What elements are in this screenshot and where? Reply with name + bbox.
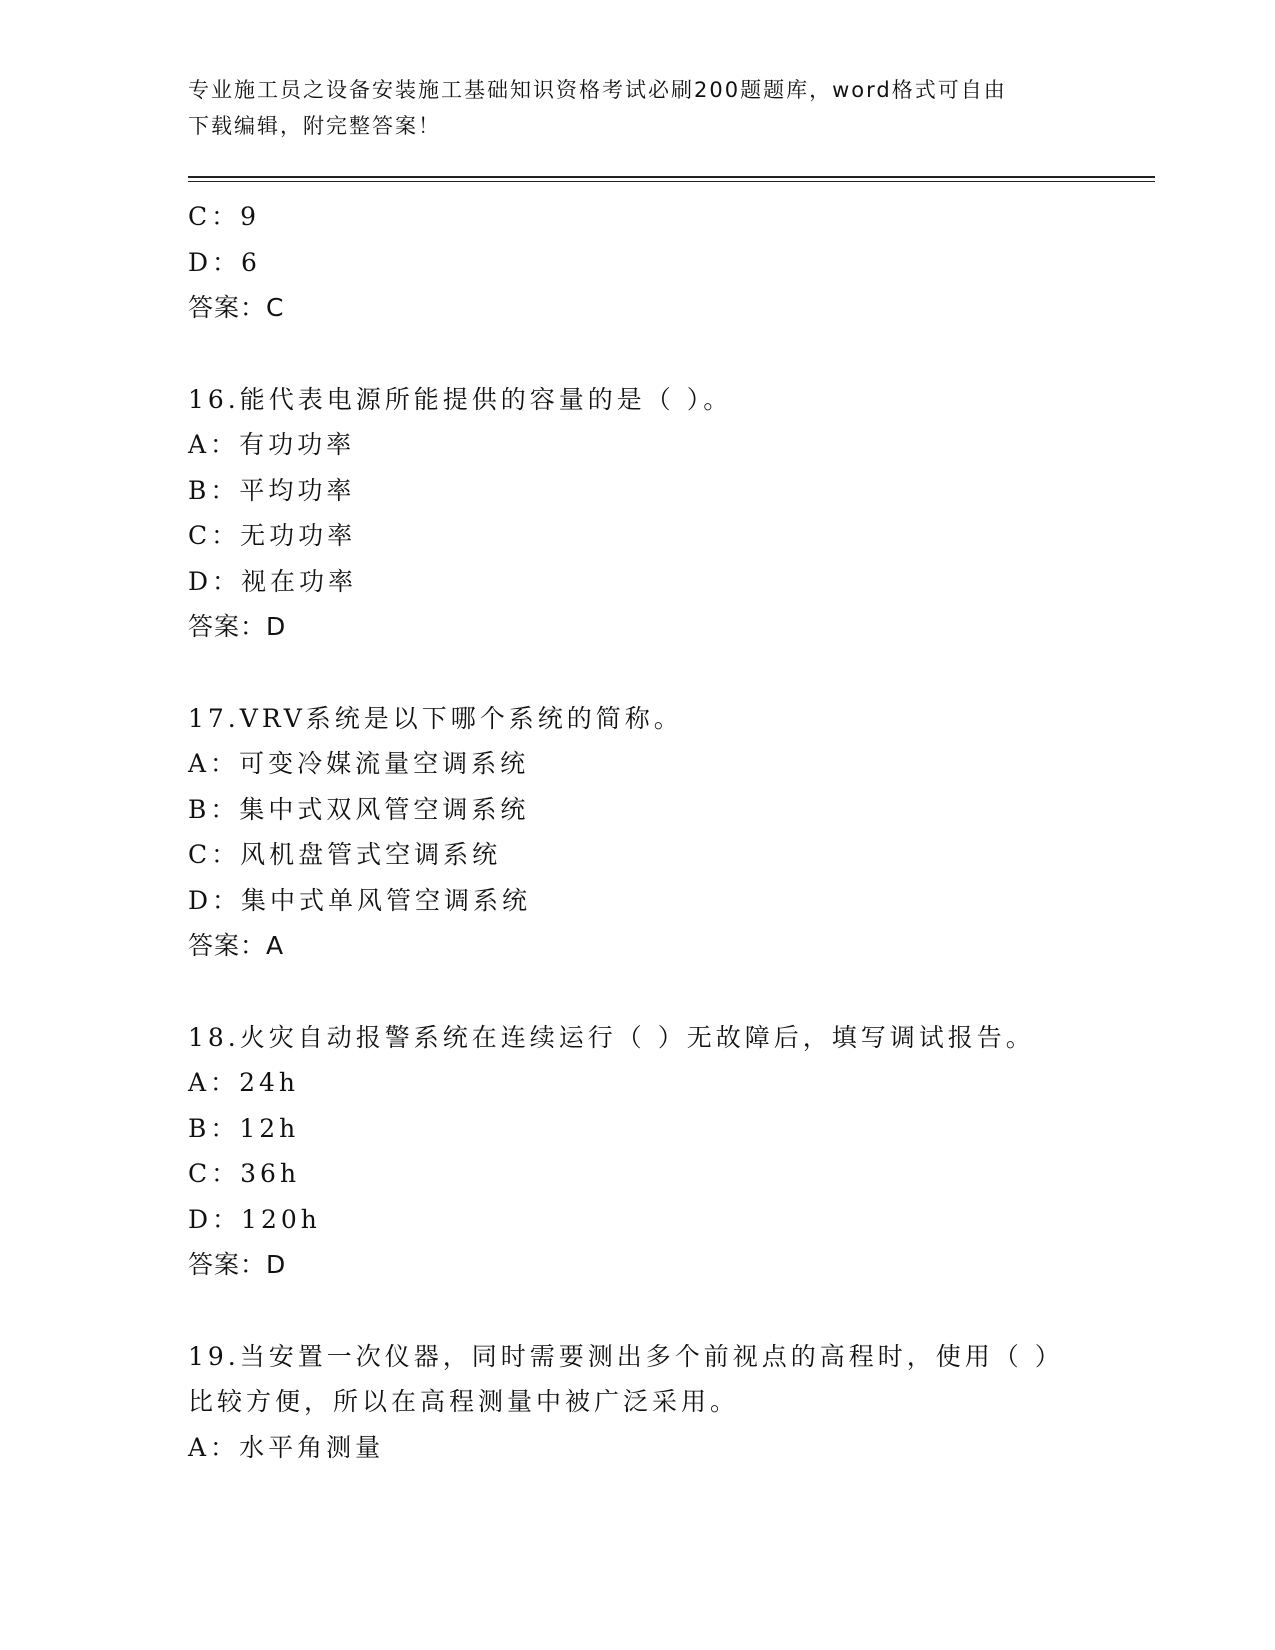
option-c — [188, 1151, 1088, 1197]
document-header — [188, 72, 1068, 144]
option-a — [188, 1425, 1088, 1471]
question-19-stem-line-2: 比较方便，所以在高程测量中被广泛采用。 — [188, 1387, 740, 1416]
option-text: 120h — [241, 1204, 321, 1234]
option-b — [188, 787, 1088, 833]
option-text: 集中式双风管空调系统 — [239, 794, 530, 824]
option-a — [188, 1060, 1088, 1106]
option-d — [188, 878, 1088, 924]
option-text: 9 — [240, 202, 261, 231]
option-a — [188, 741, 1088, 787]
header-divider-thin — [188, 181, 1155, 182]
answer-line: 答案：D — [188, 612, 287, 641]
option-c — [188, 513, 1088, 559]
option-letter: D： — [188, 566, 242, 596]
option-letter: A： — [188, 430, 240, 459]
option-text: 12h — [239, 1113, 300, 1143]
header-title-line-1: 专业施工员之设备安装施工基础知识资格考试必刷200题题库，word格式可自由 — [188, 78, 1007, 102]
header-divider — [188, 176, 1155, 178]
option-letter: A： — [188, 1068, 240, 1097]
option-letter: A： — [188, 749, 240, 778]
option-text: 无功功率 — [240, 521, 357, 550]
option-letter: B： — [188, 794, 240, 824]
option-c — [188, 194, 1088, 240]
option-b — [188, 468, 1088, 514]
option-d — [188, 559, 1088, 605]
option-letter: C： — [188, 202, 241, 231]
option-d — [188, 1197, 1088, 1243]
option-letter: B： — [188, 1113, 240, 1143]
question-16-stem: 16.能代表电源所能提供的容量的是（ ）。 — [188, 384, 733, 414]
header-title-line-2: 下载编辑，附完整答案！ — [188, 114, 441, 138]
option-text: 风机盘管式空调系统 — [240, 840, 502, 869]
option-b — [188, 1106, 1088, 1152]
option-text: 平均功率 — [239, 475, 356, 505]
option-letter: A： — [188, 1432, 240, 1462]
question-19-stem-line-1: 19.当安置一次仪器，同时需要测出多个前视点的高程时，使用（ ） — [188, 1341, 1064, 1371]
option-letter: D： — [188, 885, 242, 915]
option-letter: C： — [188, 840, 241, 869]
option-text: 集中式单风管空调系统 — [241, 885, 532, 915]
option-text: 水平角测量 — [239, 1432, 385, 1462]
option-letter: D： — [188, 1204, 242, 1234]
option-text: 36h — [240, 1159, 301, 1188]
answer-line: 答案：C — [188, 293, 285, 322]
option-letter: D： — [188, 247, 242, 277]
question-18-stem: 18.火灾自动报警系统在连续运行（ ）无故障后，填写调试报告。 — [188, 1022, 1035, 1052]
option-a — [188, 422, 1088, 468]
option-text: 24h — [239, 1068, 299, 1097]
option-d — [188, 240, 1088, 286]
option-text: 视在功率 — [241, 566, 358, 596]
answer-line: 答案：D — [188, 1250, 287, 1279]
question-17-stem: 17.VRV系统是以下哪个系统的简称。 — [188, 703, 683, 733]
option-c — [188, 832, 1088, 878]
option-text: 可变冷媒流量空调系统 — [239, 749, 530, 778]
option-text: 有功功率 — [239, 430, 356, 459]
question-list — [188, 194, 1088, 1470]
option-letter: C： — [188, 521, 241, 550]
option-letter: C： — [188, 1159, 241, 1188]
option-text: 6 — [241, 247, 261, 277]
answer-line: 答案：A — [188, 931, 285, 960]
option-letter: B： — [188, 475, 240, 505]
